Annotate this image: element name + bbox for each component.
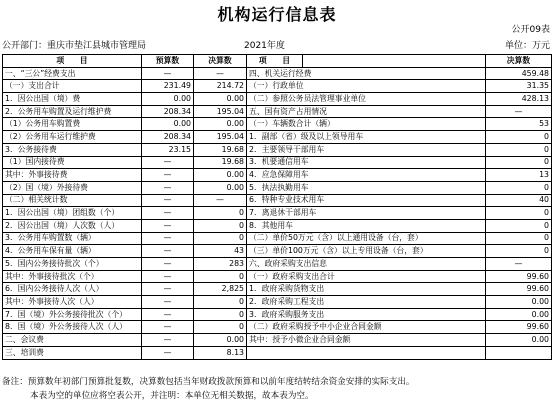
table-cell [142,346,194,359]
cell-text: 三、培训费 [5,347,44,357]
cell-text: （一）政府采购支出合计 [249,271,335,281]
table-cell [247,346,486,359]
cell-text: — [163,208,172,218]
cell-text: 0.00 [173,93,191,103]
cell-text: 231.49 [163,81,191,91]
cell-text: 53 [539,119,549,129]
cell-text: — [514,258,523,268]
cell-text: — [163,322,172,332]
cell-text: 0.00 [226,182,244,192]
table-cell [194,181,247,194]
cell-text: 0 [544,157,549,167]
cell-text: 0 [544,144,549,154]
table-cell [247,118,486,131]
table-cell [486,194,552,207]
table-cell [247,321,486,334]
cell-text: — [163,182,172,192]
cell-text: 2．主要领导干部用车 [249,144,325,154]
column-header: 决算数 [194,55,247,68]
cell-text: 7．国（境）外公务接待批次（个） [5,309,127,319]
table-cell [3,105,142,118]
table-row [3,67,552,80]
table-cell [3,67,142,80]
table-cell [142,181,194,194]
table-header-row [3,55,552,68]
cell-text: — [514,106,523,116]
table-cell [486,156,552,169]
table-cell [142,105,194,118]
cell-text: 99.60 [526,284,549,294]
table-cell [247,181,486,194]
table-row [3,194,552,207]
cell-text: — [163,309,172,319]
cell-text: — [163,284,172,294]
cell-text: 0 [239,322,244,332]
cell-text: — [163,195,172,205]
table-cell [142,283,194,296]
table-cell [3,245,142,258]
cell-text: （一）行政单位 [249,81,304,91]
cell-text: 1．因公出国（境）费 [5,93,81,103]
cell-text: 8．其他用车 [249,220,293,230]
table-row [3,143,552,156]
table-body [3,67,552,359]
cell-text: 0 [544,220,549,230]
table-cell [247,105,486,118]
table-cell [247,283,486,296]
table-cell [486,245,552,258]
cell-text: 13 [539,170,549,180]
cell-text: 428.13 [521,93,549,103]
table-cell [194,156,247,169]
table-cell [142,258,194,271]
cell-text: — [163,157,172,167]
cell-text: — [216,68,224,78]
report-title: 机构运行信息表 [217,5,337,24]
cell-text: 2,825 [221,284,244,294]
cell-text: 2．公务用车购置及运行维护费 [5,106,112,116]
cell-text: 0 [544,208,549,218]
cell-text: — [163,271,172,281]
cell-text: — [163,296,172,306]
table-cell [194,207,247,220]
cell-text: 0.00 [226,119,244,129]
cell-text: （1）国内接待费 [5,157,65,167]
cell-text: 208.34 [163,106,191,116]
table-code: 公开09表 [511,25,550,35]
cell-text: 0 [544,233,549,243]
table-row [3,245,552,258]
cell-text: 0.00 [531,296,549,306]
cell-text: 五、国有资产占用情况 [249,106,327,116]
table-cell [486,232,552,245]
cell-text: 0.00 [226,93,244,103]
table-cell [486,181,552,194]
cell-text: 99.60 [526,322,549,332]
cell-text: 195.04 [216,131,244,141]
table-cell [142,93,194,106]
table-cell [247,232,486,245]
table-cell [3,219,142,232]
table-cell [486,321,552,334]
report-year: 2021年度 [244,41,285,51]
table-row [3,334,552,347]
table-row [3,80,552,93]
table-cell [194,334,247,347]
table-cell [142,207,194,220]
table-cell [486,296,552,309]
cell-text: 3．政府采购服务支出 [249,309,325,319]
table-cell [486,93,552,106]
table-cell [486,270,552,283]
table-cell [486,258,552,271]
table-cell [486,308,552,321]
cell-text: （一）车辆数合计（辆） [249,119,335,129]
cell-text: — [163,170,172,180]
cell-text: 0 [239,271,244,281]
cell-text: 二、会议费 [5,334,44,344]
table-cell [194,93,247,106]
table-cell [194,346,247,359]
cell-text: — [163,258,172,268]
cell-text: 1．副部（省）级及以上领导用车 [249,131,364,141]
cell-text: （二）政府采购授予中小企业合同金额 [249,322,382,332]
table-cell [247,93,486,106]
table-cell [247,131,486,144]
cell-text: 1．政府采购货物支出 [249,284,325,294]
table-cell [486,169,552,182]
cell-text: （二）单价50万元（含）以上通用设备（台，套） [249,233,423,243]
cell-text: 0 [239,208,244,218]
table-cell [247,270,486,283]
cell-text: 其中：外事接待费 [5,170,68,180]
table-cell [142,245,194,258]
table-cell [194,258,247,271]
table-row [3,156,552,169]
column-header: 项 目 [247,55,303,68]
cell-text: 99.60 [526,271,549,281]
table-cell [3,232,142,245]
note-line-2: 本表为空的单位应将空表公开，并注明：本单位无相关数据，故本表为空。 [30,391,314,401]
table-cell [3,270,142,283]
column-header: 预算数 [142,55,194,68]
cell-text: 0 [239,233,244,243]
column-header [303,55,486,68]
table-cell [486,143,552,156]
table-cell [194,270,247,283]
cell-text: 195.04 [216,106,244,116]
table-cell [194,67,247,80]
cell-text: — [163,246,172,256]
table-cell [247,194,486,207]
table-cell [3,194,142,207]
table-cell [142,219,194,232]
table-cell [247,334,486,347]
cell-text: 40 [539,195,549,205]
table-cell [3,258,142,271]
table-cell [247,258,486,271]
table-cell [194,169,247,182]
table-cell [3,131,142,144]
cell-text: — [163,220,172,230]
table-cell [247,67,486,80]
table-cell [142,169,194,182]
table-cell [194,118,247,131]
cell-text: （三）单价100万元（含）以上专用设备（台，套） [249,246,428,256]
cell-text: 1．因公出国（境）团组数（个） [5,208,120,218]
table-cell [486,67,552,80]
cell-text: 7．离退休干部用车 [249,208,317,218]
cell-text: 四、机关运行经费 [249,68,312,78]
cell-text: 0 [544,246,549,256]
cell-text: 2．政府采购工程支出 [249,296,325,306]
table-cell [142,308,194,321]
table-row [3,219,552,232]
table-cell [486,346,552,359]
table-cell [142,156,194,169]
table-cell [3,283,142,296]
cell-text: 23.15 [168,144,191,154]
table-row [3,346,552,359]
cell-text: 283 [229,258,244,268]
table-cell [142,270,194,283]
cell-text: 六、政府采购支出信息 [249,258,327,268]
cell-text: 43 [234,246,244,256]
cell-text: 0 [239,296,244,306]
table-cell [194,321,247,334]
table-cell [194,219,247,232]
cell-text: 19.68 [221,144,244,154]
note-line-1: 备注：预算数年初部门预算批复数，决算数包括当年财政拨款预算和以前年度结转结余资金安排的实际支出。 [2,377,415,387]
cell-text: 2．因公出国（境）人次数（人） [5,220,120,230]
cell-text: 19.68 [221,157,244,167]
table-row [3,93,552,106]
cell-text: 4．公务用车保有量（辆） [5,246,96,256]
table-row [3,105,552,118]
table-cell [3,321,142,334]
cell-text: 0.00 [226,170,244,180]
cell-text: 其中：外事接待批次（个） [5,271,99,281]
table-row [3,283,552,296]
cell-text: 31.35 [526,81,549,91]
cell-text: 0 [239,309,244,319]
table-cell [247,156,486,169]
table-cell [194,232,247,245]
cell-text: — [216,195,224,205]
department-label: 公开部门：重庆市垫江县城市管理局 [2,41,147,51]
cell-text: 其中：授予小微企业合同金额 [249,334,351,344]
table-row [3,181,552,194]
table-cell [3,207,142,220]
cell-text: 8.13 [226,347,244,357]
cell-text: 0 [239,220,244,230]
table-cell [247,219,486,232]
table-cell [247,80,486,93]
column-header: 项 目 [3,55,142,68]
table-row [3,131,552,144]
table-cell [3,93,142,106]
table-cell [3,80,142,93]
cell-text: 459.48 [521,68,549,78]
cell-text: 6．国内公务接待人次（人） [5,284,104,294]
table-cell [142,334,194,347]
cell-text: 3．机要通信用车 [249,157,309,167]
table-row [3,207,552,220]
table-cell [142,232,194,245]
table-cell [247,143,486,156]
cell-text: （1）公务用车购置费 [5,119,81,129]
cell-text: 一、“三公”经费支出 [5,68,76,78]
cell-text: 214.72 [216,81,244,91]
table-cell [142,194,194,207]
table-row [3,308,552,321]
table-row [3,258,552,271]
table-cell [194,296,247,309]
cell-text: （2）公务用车运行维护费 [5,131,96,141]
cell-text: （2）国（境）外接待费 [5,182,88,192]
table-row [3,321,552,334]
table-cell [3,143,142,156]
table-cell [247,207,486,220]
cell-text: 0.00 [226,334,244,344]
cell-text: 5．国内公务接待批次（个） [5,258,104,268]
table-cell [194,245,247,258]
table-cell [142,118,194,131]
cell-text: 0 [544,182,549,192]
table-cell [3,334,142,347]
table-row [3,270,552,283]
table-cell [247,308,486,321]
cell-text: （一）支出合计 [5,81,60,91]
cell-text: — [163,334,172,344]
table-cell [247,245,486,258]
table-cell [142,296,194,309]
cell-text: 5．执法执勤用车 [249,182,309,192]
table-row [3,169,552,182]
table-cell [142,321,194,334]
table-cell [194,80,247,93]
cell-text: （二）相关统计数 [5,195,68,205]
cell-text: 3．公务用车购置数（辆） [5,233,96,243]
cell-text: 0 [544,131,549,141]
cell-text: 0.00 [173,119,191,129]
table-cell [142,80,194,93]
table-cell [3,296,142,309]
cell-text: — [163,347,172,357]
table-cell [3,118,142,131]
table-row [3,296,552,309]
table-cell [3,181,142,194]
cell-text: 0.00 [531,334,549,344]
table-cell [3,169,142,182]
table-cell [194,308,247,321]
table-cell [3,156,142,169]
table-cell [142,131,194,144]
unit-label: 单位：万元 [504,41,550,51]
table-cell [194,194,247,207]
table-cell [247,169,486,182]
table-cell [486,334,552,347]
table-cell [142,67,194,80]
table-cell [486,105,552,118]
cell-text: 其中：外事接待人次（人） [5,296,99,306]
cell-text: 8．国（境）外公务接待人次（人） [5,322,127,332]
table-cell [486,80,552,93]
cell-text: — [163,68,172,78]
table-cell [194,105,247,118]
cell-text: 0.00 [531,309,549,319]
table-cell [486,207,552,220]
table-cell [194,131,247,144]
table-cell [486,219,552,232]
table-cell [486,118,552,131]
cell-text: 3．公务接待费 [5,144,57,154]
cell-text: （二）参照公务员法管理事业单位 [249,93,366,103]
cell-text: — [163,233,172,243]
table-row [3,118,552,131]
table-cell [486,131,552,144]
cell-text: 208.34 [163,131,191,141]
table-cell [194,143,247,156]
table-cell [486,283,552,296]
cell-text: 6．特种专业技术用车 [249,195,325,205]
column-header: 决算数 [486,55,552,68]
table-cell [194,283,247,296]
table-cell [247,296,486,309]
table-cell [142,143,194,156]
cell-text: 4．应急保障用车 [249,170,309,180]
table-cell [3,346,142,359]
table-cell [3,308,142,321]
table-row [3,232,552,245]
info-table [2,54,552,360]
